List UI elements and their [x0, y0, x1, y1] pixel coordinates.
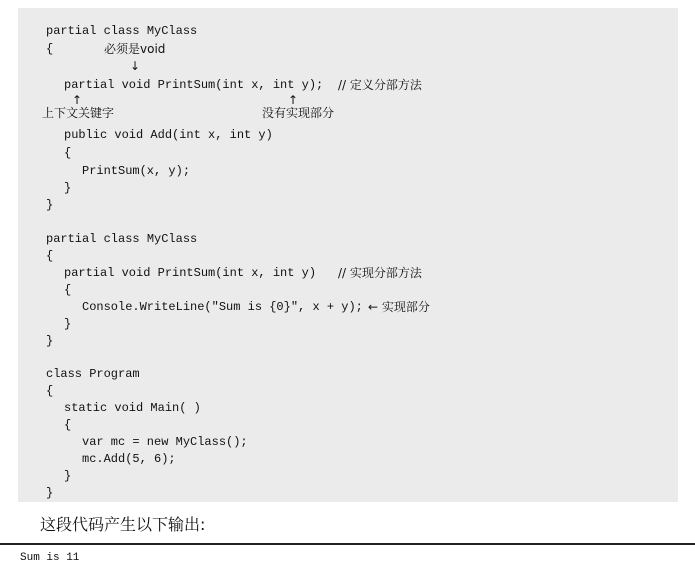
code-line: } — [46, 486, 54, 500]
code-line: { — [46, 42, 54, 56]
code-line: Console.WriteLine("Sum is {0}", x + y); — [82, 300, 363, 314]
code-block — [18, 8, 678, 502]
code-line: } — [64, 181, 72, 195]
code-line: mc.Add(5, 6); — [82, 452, 176, 466]
code-line: var mc = new MyClass(); — [82, 435, 248, 449]
implement-comment: // 实现分部方法 — [338, 266, 422, 280]
code-line: partial class MyClass — [46, 24, 198, 38]
implementation-part-annotation: ← 实现部分 — [368, 300, 430, 314]
must-be-void-annotation: 必须是void — [104, 42, 166, 56]
code-line: { — [64, 418, 72, 432]
code-line: partial void PrintSum(int x, int y); — [64, 78, 324, 92]
define-comment: // 定义分部方法 — [338, 78, 422, 92]
paragraph-text: 这段代码产生以下输出: — [40, 515, 206, 534]
divider — [0, 543, 695, 545]
code-line: static void Main( ) — [64, 401, 201, 415]
code-line: PrintSum(x, y); — [82, 164, 191, 178]
code-line: { — [46, 384, 54, 398]
code-line: } — [64, 469, 72, 483]
arrow-up-icon: ↑ — [288, 93, 299, 107]
contextual-keyword-annotation: 上下文关键字 — [42, 106, 115, 120]
code-line: { — [64, 146, 72, 160]
code-line: } — [46, 334, 54, 348]
code-line: partial void PrintSum(int x, int y) — [64, 266, 317, 280]
code-line: public void Add(int x, int y) — [64, 128, 273, 142]
code-line: } — [46, 198, 54, 212]
arrow-up-icon: ↑ — [72, 93, 83, 107]
code-line: { — [64, 283, 72, 297]
arrow-down-icon: ↓ — [130, 59, 141, 73]
no-implementation-annotation: 没有实现部分 — [262, 106, 335, 120]
code-line: class Program — [46, 367, 140, 381]
code-line: } — [64, 317, 72, 331]
output-text: Sum is 11 — [20, 552, 80, 564]
code-line: partial class MyClass — [46, 232, 198, 246]
code-line: { — [46, 249, 54, 263]
